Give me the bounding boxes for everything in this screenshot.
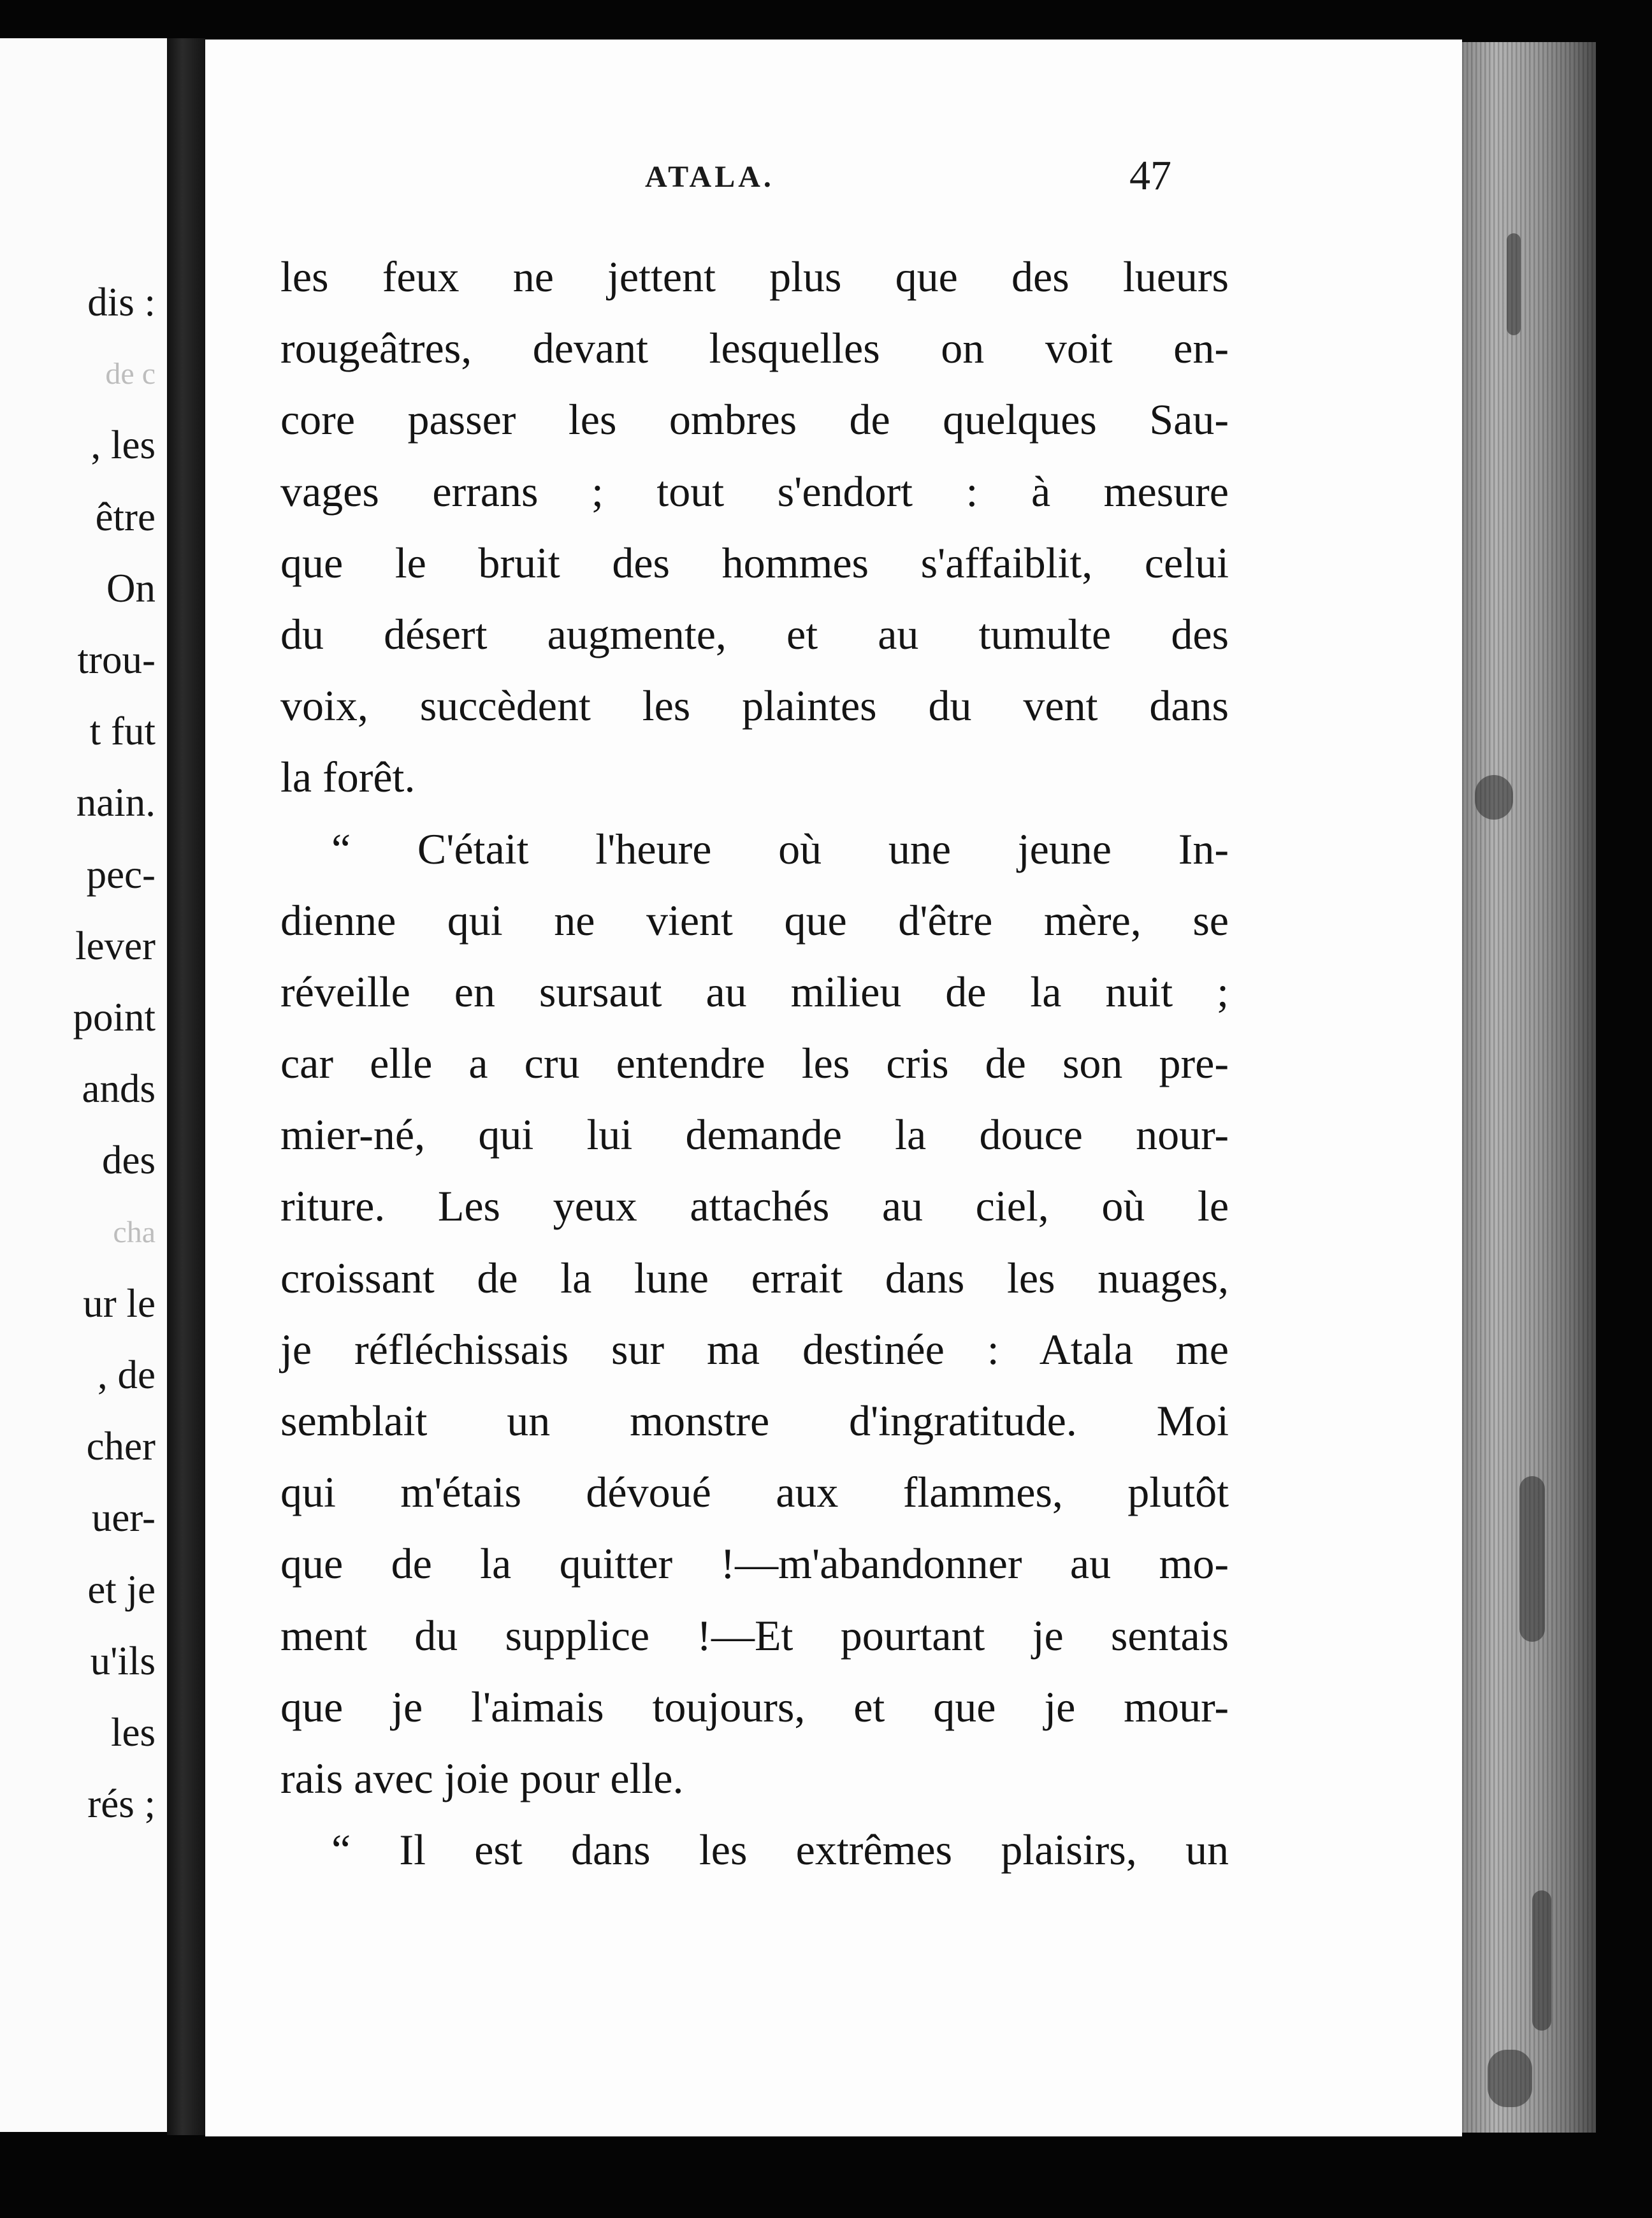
text-line: croissant de la lune errait dans les nuages,	[280, 1253, 1229, 1302]
facing-page-fragment: , de	[98, 1352, 156, 1397]
facing-page-text-fragments	[0, 38, 167, 2132]
facing-page-fragment: des	[102, 1138, 156, 1183]
edge-mark	[1532, 1890, 1551, 2031]
facing-page-fragment: , les	[91, 423, 156, 468]
running-title: ATALA.	[645, 160, 774, 194]
facing-page-fragment: dis :	[87, 280, 156, 324]
text-line: dienne qui ne vient que d'être mère, se	[280, 895, 1229, 945]
facing-page-fragment: ands	[82, 1066, 156, 1112]
text-line: les feux ne jettent plus que des lueurs	[280, 252, 1229, 301]
facing-page-fragment: de c	[105, 357, 156, 391]
text-line: rougeâtres, devant lesquelles on voit en-	[280, 324, 1229, 373]
facing-page-fragment: uer-	[91, 1495, 156, 1540]
text-line: “ Il est dans les extrêmes plaisirs, un	[331, 1825, 1229, 1874]
text-line: la forêt.	[280, 753, 416, 802]
text-line: que de la quitter !—m'abandonner au mo-	[280, 1539, 1229, 1588]
page-number: 47	[1129, 152, 1171, 199]
facing-page-fragment: cher	[86, 1424, 156, 1469]
page-47	[205, 40, 1462, 2136]
text-line: qui m'étais dévoué aux flammes, plutôt	[280, 1468, 1229, 1517]
text-line: ment du supplice !—Et pourtant je sentais	[280, 1611, 1229, 1660]
text-line: voix, succèdent les plaintes du vent dans	[280, 681, 1229, 730]
text-line: core passer les ombres de quelques Sau-	[280, 395, 1229, 444]
text-line: que le bruit des hommes s'affaiblit, celui	[280, 538, 1229, 587]
facing-page-fragment: et je	[87, 1567, 156, 1612]
facing-page-fragment: u'ils	[90, 1638, 156, 1683]
facing-page-fragment: rés ;	[87, 1781, 156, 1827]
text-line: car elle a cru entendre les cris de son pre-	[280, 1039, 1229, 1088]
facing-page-fragment: pec-	[86, 852, 156, 897]
running-head	[205, 152, 1462, 203]
facing-page-fragment: nain.	[76, 780, 156, 825]
facing-page-fragment: On	[106, 565, 156, 611]
edge-mark	[1519, 1476, 1545, 1642]
gutter-shadow	[167, 38, 205, 2135]
facing-page-fragment: être	[95, 494, 156, 539]
facing-page-fragment: trou-	[77, 637, 156, 682]
text-line: vages errans ; tout s'endort : à mesure	[280, 467, 1229, 516]
text-line: “ C'était l'heure où une jeune In-	[331, 824, 1229, 873]
text-line: semblait un monstre d'ingratitude. Moi	[280, 1396, 1229, 1445]
edge-mark	[1507, 233, 1521, 335]
text-line: je réfléchissais sur ma destinée : Atala me	[280, 1324, 1229, 1374]
text-line: réveille en sursaut au milieu de la nuit ;	[280, 967, 1229, 1016]
facing-page-fragment: les	[111, 1710, 156, 1755]
facing-page-fragment: ur le	[83, 1280, 156, 1326]
text-line: mier-né, qui lui demande la douce nour-	[280, 1110, 1229, 1159]
scan-background-bottom	[0, 2136, 1652, 2218]
book-fore-edge	[1462, 42, 1596, 2133]
facing-page-fragment: point	[73, 995, 156, 1040]
text-line: rais avec joie pour elle.	[280, 1753, 684, 1802]
text-line: du désert augmente, et au tumulte des	[280, 609, 1229, 658]
facing-page-fragment: t fut	[89, 709, 156, 754]
facing-page-fragment: lever	[75, 923, 156, 968]
text-line: que je l'aimais toujours, et que je mour-	[280, 1682, 1229, 1731]
edge-mark	[1475, 775, 1513, 820]
text-line: riture. Les yeux attachés au ciel, où le	[280, 1182, 1229, 1231]
edge-mark	[1488, 2050, 1532, 2107]
body-text	[280, 241, 1229, 1885]
facing-page-fragment: cha	[113, 1215, 156, 1249]
facing-page-left	[0, 38, 167, 2132]
